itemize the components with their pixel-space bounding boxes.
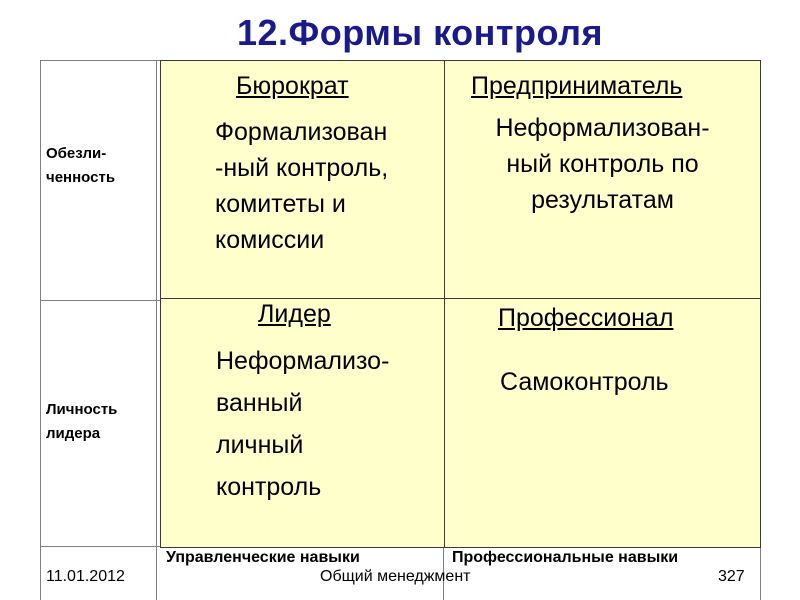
text-bureaucrat (215, 114, 388, 258)
row-label-impersonality-line: Обезли- ченность (46, 145, 116, 186)
footer-page-number: 327 (718, 568, 745, 585)
text-line: контроль (216, 473, 322, 501)
grid-line-left (40, 60, 41, 600)
slide-title: 12.Формы контроля (236, 12, 604, 53)
text-line: ный контроль по (506, 150, 699, 178)
row-label-impersonality (46, 142, 154, 190)
text-line: личный (216, 431, 304, 459)
text-line: Неформализован- (495, 114, 710, 142)
grid-line-mid-left (156, 60, 157, 600)
text-entrepreneur (444, 110, 761, 218)
heading-leader: Лидер (258, 300, 331, 328)
text-leader (216, 340, 389, 508)
text-professional (500, 364, 669, 400)
footer-date: 11.01.2012 (46, 568, 125, 585)
text-line: Формализован (215, 118, 388, 146)
heading-entrepreneur: Предприниматель (471, 72, 683, 100)
text-line: Самоконтроль (500, 368, 669, 396)
heading-professional: Профессионал (498, 304, 674, 332)
column-label-professional-skills: Профессиональные навыки (452, 549, 679, 566)
text-line: комиссии (215, 226, 325, 254)
text-line: ванный (216, 389, 303, 417)
column-label-managerial-skills: Управленческие навыки (166, 549, 360, 566)
row-label-leader-personality-line: Личность лидера (46, 401, 118, 442)
row-label-leader-personality (46, 398, 154, 446)
quadrant-professional (444, 298, 761, 548)
text-line: результатам (531, 186, 674, 214)
text-line: -ный контроль, (215, 154, 389, 182)
heading-bureaucrat: Бюрократ (236, 72, 349, 100)
text-line: Неформализо- (216, 347, 390, 375)
footer-course: Общий менеджмент (320, 568, 471, 585)
text-line: комитеты и (215, 190, 346, 218)
